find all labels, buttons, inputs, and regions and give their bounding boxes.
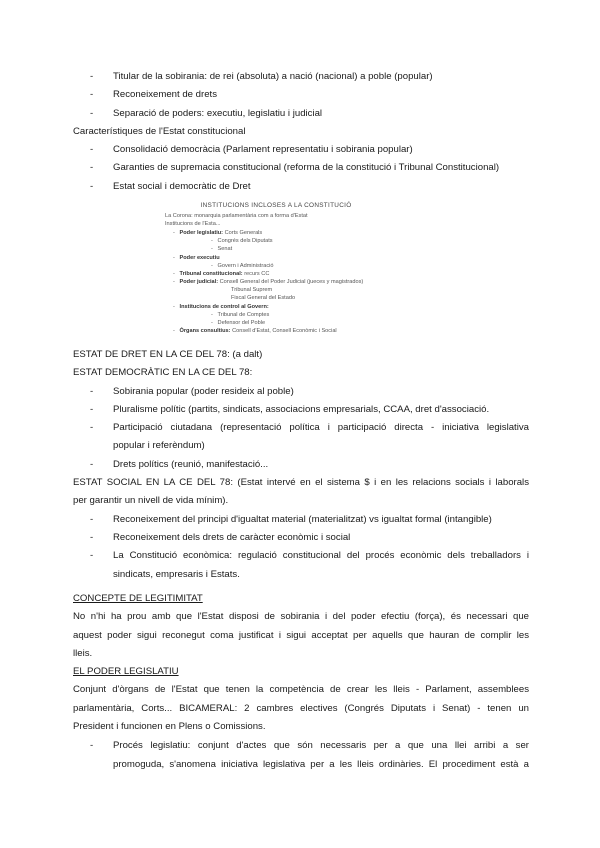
bullet-dash: - [90, 107, 94, 119]
figure-row: - Tribunal de Comptes [211, 312, 270, 318]
list-item: - Participació ciutadana (representació política i participació directa - iniciativa legislativa popular i referèndum) [73, 419, 529, 456]
paragraph-line: aquest poder sigui reconegut coma justificat i sigui acceptat per aquells que hauran de complir les [73, 629, 529, 641]
paragraph-line: President i funcionen en Plens o Comissions. [73, 721, 266, 733]
figure-row: Tribunal Suprem [231, 287, 273, 293]
figure-row: - Govern i Administració [211, 263, 274, 269]
figure-row: - Senat [211, 246, 233, 252]
bullet-dash: - [90, 458, 94, 470]
list-item: - Titular de la sobirania: de rei (absoluta) a nació (nacional) a poble (popular) [73, 68, 529, 86]
paragraph-line: No n'hi ha prou amb que l'Estat disposi de sobirania i del poder efectiu (força), és necessari que [73, 611, 529, 623]
bullet-dash: - [90, 513, 94, 525]
list-item: - Reconeixement del principi d'igualtat material (materialitzat) vs igualtat formal (intangible) [73, 511, 529, 529]
figure-row: - Poder judicial: Consell General del Poder Judicial (jueces y magistrados) [173, 279, 364, 285]
figure-row: - Òrgans consultius: Consell d'Estat, Consell Econòmic i Social [173, 328, 337, 334]
list-item: - Consolidació democràcia (Parlament representatiu i sobirania popular) [73, 141, 529, 159]
list-item: - Separació de poders: executiu, legislatiu i judicial [73, 105, 529, 123]
estat-social-heading: ESTAT SOCIAL EN LA CE DEL 78: (Estat intervé en el sistema $ i en les relacions socials i laborals per garantir un nivell de vida mínim). [73, 477, 529, 507]
list-item: - Garanties de supremacia constitucional (reforma de la constitució i Tribunal Constitucional) [73, 159, 529, 177]
poder-legislatiu-title: EL PODER LEGISLATIU [73, 666, 179, 678]
section-heading-caracteristiques: Característiques de l'Estat constitucional [73, 125, 246, 137]
paragraph-line: parlamentària, Corts... BICAMERAL: 2 cambres electives (Congrés Diputats i Senat) - tenen un [73, 702, 529, 714]
estat-democratic-heading: ESTAT DEMOCRÀTIC EN LA CE DEL 78: [73, 367, 253, 379]
figure-row: - Poder executiu [173, 255, 220, 261]
list-item: - Pluralisme polític (partits, sindicats, associacions empresarials, CCAA, dret d'associació. [73, 401, 529, 419]
figure-title: INSTITUCIONS INCLOSES A LA CONSTITUCIÓ [200, 202, 352, 209]
legitimitat-section [73, 590, 529, 774]
figure-row: - Poder legislatiu: Corts Generals [173, 230, 263, 236]
institutions-figure [163, 197, 389, 339]
list-item: - La Constitució econòmica: regulació constitucional del procés econòmic dels treballadors i sindicats, empresaris i Estats. [73, 547, 529, 584]
list-item: - Reconeixement dels drets de caràcter econòmic i social [73, 529, 529, 547]
bullet-dash: - [90, 403, 94, 415]
bullet-dash: - [90, 89, 94, 101]
estat-sections [73, 346, 529, 584]
bullet-dash: - [90, 144, 94, 156]
bullet-dash: - [90, 71, 94, 82]
figure-row: - Congrés dels Diputats [211, 238, 273, 244]
list-item: - Reconeixement de drets [73, 86, 529, 104]
list-origins [73, 68, 529, 196]
figure-row: - Defensor del Poble [211, 320, 266, 326]
estat-dret-heading: ESTAT DE DRET EN LA CE DEL 78: (a dalt) [73, 349, 263, 360]
figure-row: - Tribunal constitucional: recurs CC [173, 271, 270, 277]
bullet-dash: - [90, 385, 94, 397]
figure-text: Institucions de l'Esta... [165, 221, 221, 227]
list-item: - Procés legislatiu: conjunt d'actes que són necessaris per a que una llei arribi a ser promoguda, s'anomena iniciativa legislativa per a les lleis ordinàries. El procediment està a [73, 737, 529, 774]
figure-row: - Institucions de control al Govern: [173, 304, 269, 310]
paragraph-line: lleis. [73, 647, 93, 659]
bullet-dash: - [90, 550, 94, 562]
bullet-dash: - [90, 531, 94, 543]
bullet-dash: - [90, 422, 94, 434]
bullet-dash: - [90, 740, 94, 752]
list-item: - Sobirania popular (poder resideix al poble) [73, 383, 529, 401]
legitimitat-title: CONCEPTE DE LEGITIMITAT [73, 593, 203, 604]
figure-row: Fiscal General del Estado [231, 295, 296, 301]
bullet-dash: - [90, 162, 94, 174]
list-item: - Drets polítics (reunió, manifestació... [73, 456, 529, 474]
list-item: - Estat social i democràtic de Dret [73, 178, 529, 196]
figure-text: La Corona: monarquia parlamentària com a forma d'Estat [165, 213, 308, 219]
bullet-dash: - [90, 180, 94, 192]
paragraph-line: Conjunt d'òrgans de l'Estat que tenen la competència de crear les lleis - Parlament, assemblees [73, 684, 529, 696]
